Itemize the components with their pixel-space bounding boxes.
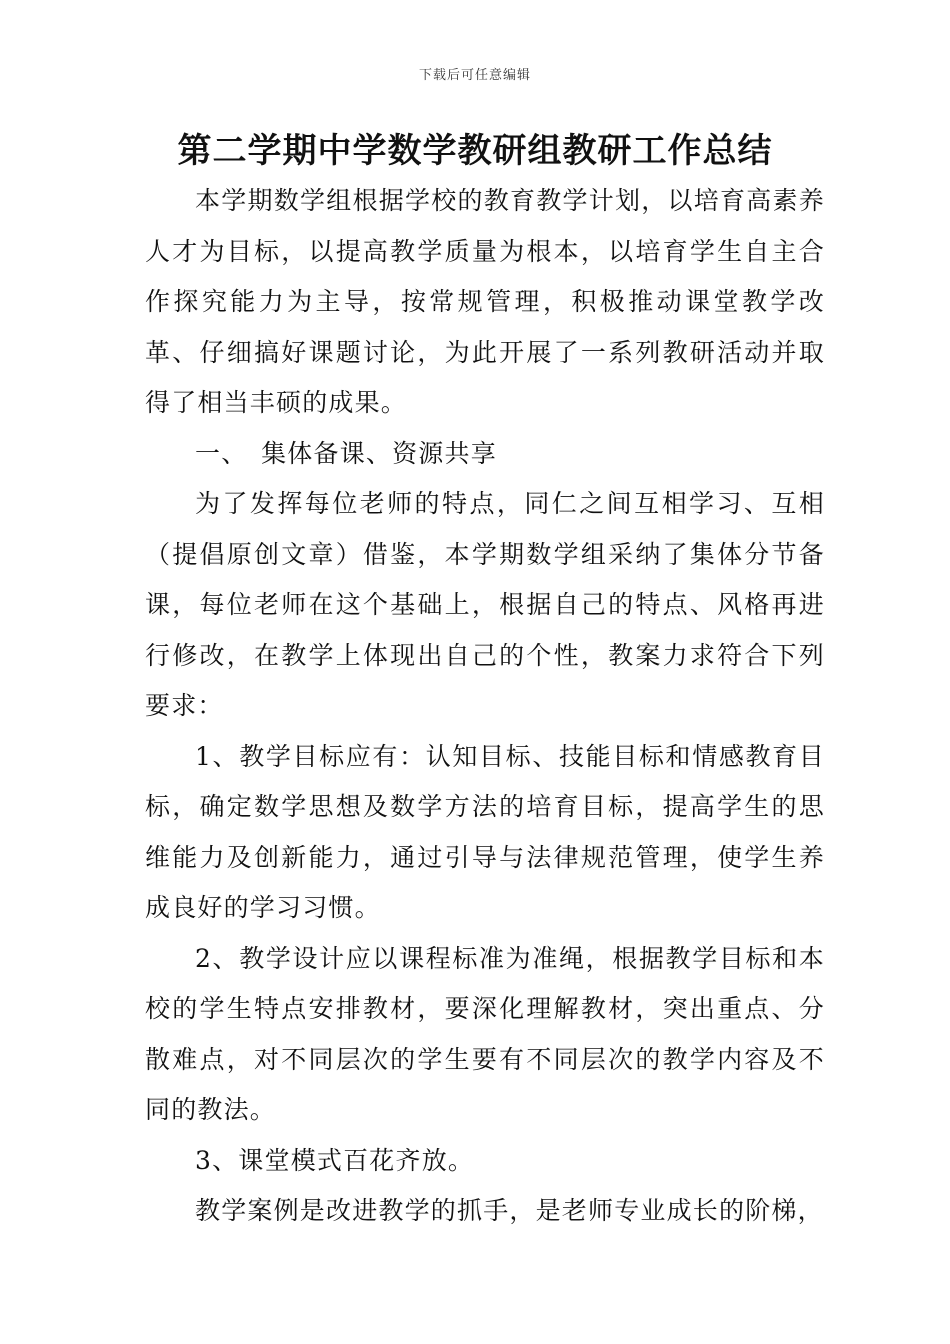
paragraph-item-2: 2、教学设计应以课程标准为准绳，根据教学目标和本校的学生特点安排教材，要深化理解教材，突出重点、分散难点，对不同层次的学生要有不同层次的教学内容及不同的教法。 bbox=[145, 943, 825, 1124]
paragraph-case: 教学案例是改进教学的抓手，是老师专业成长的阶梯， bbox=[195, 1196, 824, 1225]
paragraph-item-1: 1、教学目标应有：认知目标、技能目标和情感教育目标，确定数学思想及数学方法的培育目标，提高学生的思维能力及创新能力，通过引导与法律规范管理，使学生养成良好的学习习惯。 bbox=[145, 741, 825, 922]
paragraph-item-3: 3、课堂模式百花齐放。 bbox=[195, 1145, 475, 1175]
document-body bbox=[145, 176, 825, 1237]
paragraph-section-1: 为了发挥每位老师的特点，同仁之间互相学习、互相（提倡原创文章）借鉴，本学期数学组采纳了集体分节备课，每位老师在这个基础上，根据自己的特点、风格再进行修改，在教学上体现出自己的个性，教案力求符合下列要求： bbox=[145, 489, 825, 720]
paragraph-intro: 本学期数学组根据学校的教育教学计划，以培育高素养人才为目标，以提高教学质量为根本，以培育学生自主合作探究能力为主导，按常规管理，积极推动课堂教学改革、仔细搞好课题讨论，为此开展了一系列教研活动并取得了相当丰硕的成果。 bbox=[145, 186, 825, 417]
section-heading-1: 一、 集体备课、资源共享 bbox=[195, 438, 497, 468]
header-note: 下载后可任意编辑 bbox=[418, 68, 531, 83]
document-title: 第二学期中学数学教研组教研工作总结 bbox=[177, 131, 773, 171]
